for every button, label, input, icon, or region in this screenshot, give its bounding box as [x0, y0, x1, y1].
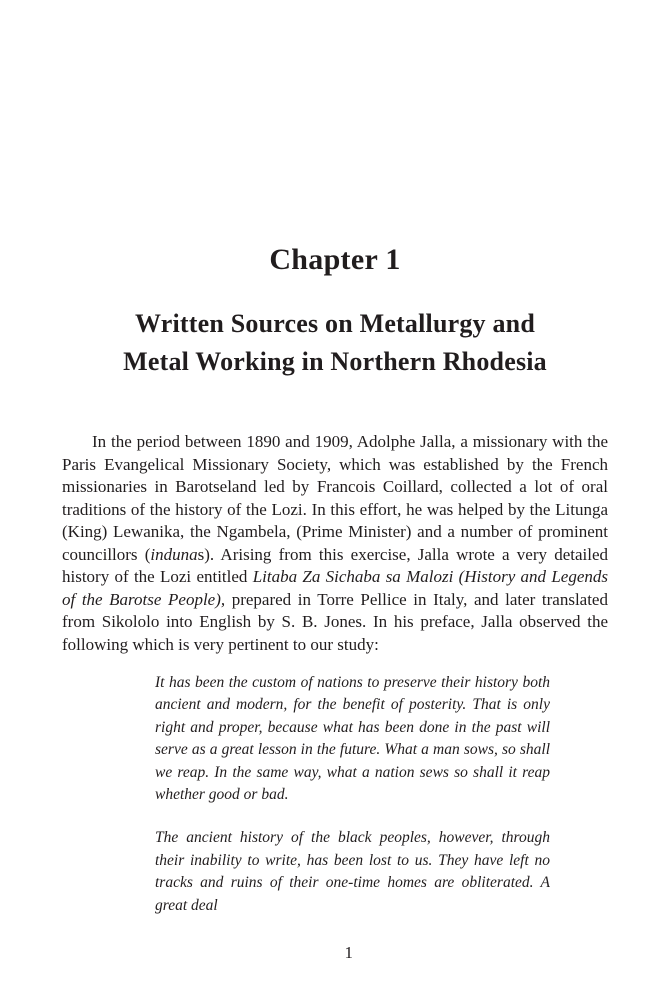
paragraph-segment: In the period between 1890 and 1909, Adolphe Jalla, a missionary with the Paris Evangelical Missionary Society, which was established by the French missionaries in Barotseland led by Francois Coillard, collected a lot of oral traditions of the history of the Lozi. In this effort, he was helped by the Litunga (King) Lewanika, the Ngambela, (Prime Minister) and a number of prominent councillors ( — [62, 432, 608, 564]
italic-term-indunas: induna — [150, 544, 198, 564]
block-quote-1: It has been the custom of nations to preserve their history both ancient and modern, for the benefit of posterity. That is only right and proper, because what has been done in the past will serve as a great lesson in the future. What a man sows, so shall we reap. In the same way, what a nation sews so shall it reap whether good or bad. — [155, 674, 550, 804]
italic-book-title: Litaba Za Sichaba sa Malozi (History and Legends of the Barotse People), — [62, 567, 608, 609]
block-quote-2: The ancient history of the black peoples, however, through their inability to write, has been lost to us. They have left no tracks and ruins of their one-time homes are obliterated. A great deal — [155, 829, 550, 914]
body-paragraph — [62, 431, 608, 656]
chapter-heading: Chapter 1 — [269, 243, 401, 276]
chapter-title-line-2: Metal Working in Northern Rhodesia — [123, 347, 547, 376]
page-number: 1 — [344, 943, 354, 962]
chapter-title — [62, 305, 608, 381]
chapter-title-line-1: Written Sources on Metallurgy and — [135, 309, 535, 338]
paragraph-segment: prepared in Torre Pellice in Italy, and later translated from Sikololo into English by S. B. Jones. In his preface, Jalla observed the following which is very pertinent to our study: — [62, 589, 608, 654]
paragraph-segment: s). Arising from this exercise, Jalla wrote a very detailed history of the Lozi entitled — [62, 544, 608, 586]
